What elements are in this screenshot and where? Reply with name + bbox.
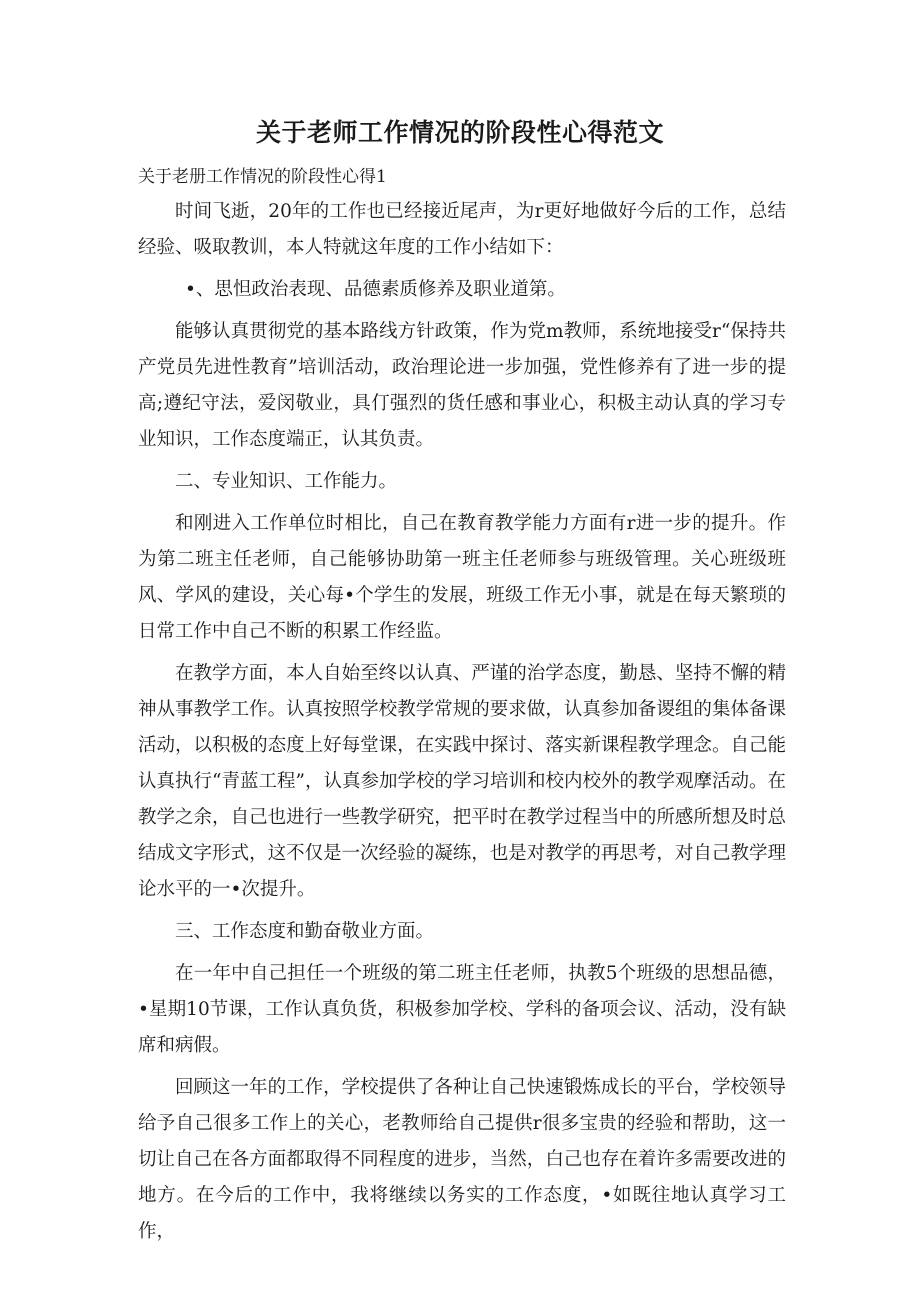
paragraph-teaching: 在教学方面，本人自始至终以认真、严谨的治学态度，勤恳、坚持不懈的精神从事教学工作。认真按照学校教学常规的要求做，认真参加备谡组的集体备课活动，以积极的态度上好每堂课，在实践中探讨、落实新课程教学理念。自己能认真执行“青蓝工程”，认真参加学校的学习培训和校内校外的教学观摩活动。在教学之余，自己也进行一些教学研究，把平时在教学过程当中的所感所想及时总结成文字形式，这不仅是一次经验的凝练，也是对教学的再思考，对自己教学理论水平的一•次提升。 xyxy=(138,663,786,900)
paragraph-review: 回顾这一年的工作，学校提供了各种让自己快速锻炼成长的平台，学校领导给予自己很多工作上的关心，老教师给自己提供r很多宝贵的经验和帮助，这一切让自己在各方面都取得不同程度的进步，当然，白己也存在着许多需要改进的地方。在今后的工作中，我将继续以务实的工作态度，•如既往地认真学习工作， xyxy=(138,1077,786,1242)
section-heading-attitude: 三、工作态度和勤奋敬业方面。 xyxy=(175,921,435,942)
section-heading-political: •、思怛政治表现、品德素质修养及职业道第。 xyxy=(185,279,566,300)
section-heading-professional: 二、专业知识、工作能力。 xyxy=(175,471,398,492)
document-body xyxy=(138,194,786,1256)
paragraph-attitude: 在一年中自己担任一个班级的第二班主任老师，执教5个班级的思想品德，•星期10节课，工作认真负货，积极参加学校、学科的备项会议、活动，没有缺席和病假。 xyxy=(138,963,786,1056)
paragraph-political: 能够认真贯彻党的基本路线方针政策，作为党m教师，系统地接受r“保持共产党员先进性教育”培训活动，政治理论进一步加强，党性修养有了进一步的提高;遵纪守法，爱闵敬业，具仃强烈的货任感和事业心，积极主动认真的学习专业知识，工作态度端正，认其负责。 xyxy=(138,321,786,450)
paragraph-intro: 时间飞逝，20年的工作也已经接近尾声，为r更好地做好今后的工作，总结经验、吸取教训，本人特就这年度的工作小结如下： xyxy=(138,201,786,258)
document-subtitle: 关于老册工作情况的阶段性心得1 xyxy=(138,167,387,187)
paragraph-professional: 和刚进入工作单位时相比，自己在教育教学能力方面有r进一步的提升。作为第二班主任老师，自己能够协助第一班主任老师参与班级管理。关心班级班风、学风的建设，关心每•个学生的发展，班级工作无小事，就是在每天繁琐的日常工作中自己不断的积累工作经监。 xyxy=(138,513,786,642)
document-title: 关于老师工作情况的阶段性心得范文 xyxy=(255,118,664,147)
